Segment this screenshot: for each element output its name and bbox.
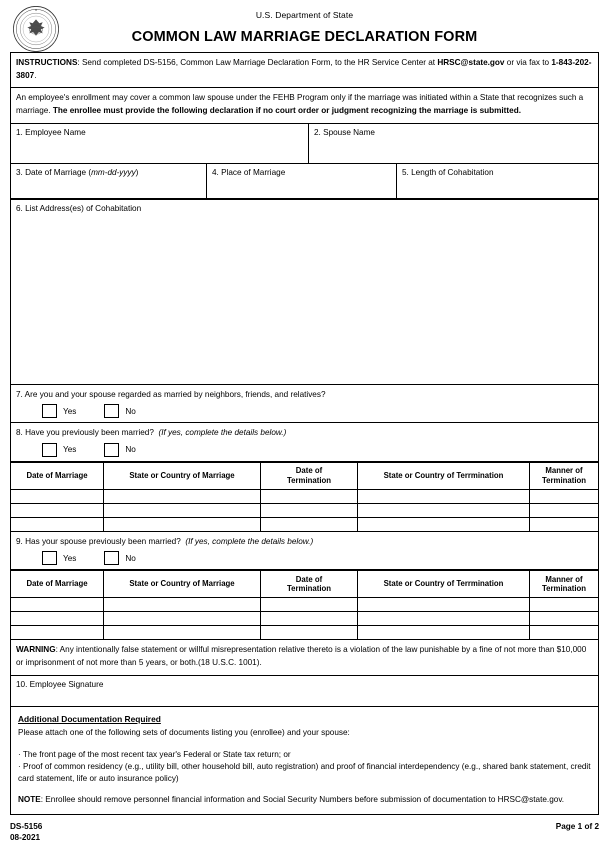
col-manner-of-termination: Manner of Termination [530,462,599,489]
question-9-text-line [16,536,593,547]
question-7-yes-choice[interactable] [42,404,76,418]
warning-label: WARNING [16,645,56,655]
fax-number: 1-843-202-3807 [16,58,592,80]
cell-date-of-marriage[interactable] [11,598,104,612]
table-row [11,612,599,626]
question-9-yes-choice[interactable] [42,551,76,565]
question-7-no-checkbox[interactable] [104,404,119,418]
date-of-marriage-field[interactable] [11,164,206,198]
instructions-text-3: . [34,70,37,80]
note-label: NOTE [18,795,41,805]
table-row [11,489,599,503]
cell-state-country-marriage[interactable] [104,612,261,626]
question-8-hint: (If yes, complete the details below.) [158,428,287,438]
cell-date-of-termination[interactable] [261,598,358,612]
employee-signature-label: 10. Employee Signature [16,679,104,689]
instructions-label: INSTRUCTIONS [16,58,78,67]
col-manner-of-termination: Manner of Termination [530,571,599,598]
hr-service-center-email: HRSC@state.gov [437,58,505,67]
col-state-country-termination: State or Country of Terrmination [358,462,530,489]
length-of-cohabitation-label: 5. Length of Cohabitation [402,167,494,177]
cell-date-of-termination[interactable] [261,626,358,640]
cell-date-of-termination[interactable] [261,489,358,503]
question-9-choices [42,550,593,566]
department-of-state-seal-icon [12,5,60,53]
form-footer [10,815,599,843]
instructions-text-2: or via fax to [504,58,552,67]
svg-text:★: ★ [34,8,38,13]
question-8-no-checkbox[interactable] [104,443,119,457]
page-title: COMMON LAW MARRIAGE DECLARATION FORM [131,29,478,45]
additional-documentation-title: Additional Documentation Required [18,713,161,724]
table-row [11,517,599,531]
question-8-yes-choice[interactable] [42,443,76,457]
question-7-no-choice[interactable] [104,404,135,418]
col-date-of-termination-line1: Date of [295,574,323,584]
col-date-of-marriage: Date of Marriage [11,571,104,598]
cell-state-country-marriage[interactable] [104,503,261,517]
table-header-row [11,462,599,489]
question-7-choices [42,403,593,419]
question-8-text: Have you previously been married? [25,428,154,438]
question-9-number: 9. [16,536,23,546]
question-9-yes-checkbox[interactable] [42,551,57,565]
cell-date-of-termination[interactable] [261,503,358,517]
note-text: : Enrollee should remove personnel financial information and Social Security Numbers before submission of documentation to HRSC@state.gov. [40,795,565,805]
col-date-of-termination-line2: Termination [286,475,332,485]
spouse-prior-marriages-table [10,570,599,640]
question-7-yes-label: Yes [63,406,77,416]
question-9-no-choice[interactable] [104,551,135,565]
cell-date-of-termination[interactable] [261,612,358,626]
question-8-yes-label: Yes [63,445,77,455]
footer-form-info [10,821,42,843]
question-9-hint: (If yes, complete the details below.) [185,536,314,546]
cell-manner-of-termination[interactable] [530,598,599,612]
employee-name-label: 1. Employee Name [16,127,86,137]
cell-state-country-marriage[interactable] [104,489,261,503]
question-7-block [10,385,599,423]
question-8-no-label: No [125,445,136,455]
col-state-country-marriage: State or Country of Marriage [104,462,261,489]
col-date-of-termination-line1: Date of [295,466,323,476]
names-row [10,124,599,164]
col-state-country-termination: State or Country of Terrmination [358,571,530,598]
question-8-yes-checkbox[interactable] [42,443,57,457]
eligibility-declaration-text: The enrollee must provide the following declaration if no court order or judgment recognizing the marriage is submitted. [52,106,521,116]
question-7-no-label: No [125,406,136,416]
place-of-marriage-label: 4. Place of Marriage [212,167,286,177]
cell-state-country-marriage[interactable] [104,598,261,612]
eligibility-box [10,88,599,123]
form-header [10,0,599,52]
cell-state-country-termination[interactable] [358,517,530,531]
list-item: · The front page of the most recent tax year's Federal or State tax return; or [18,749,291,759]
question-8-number: 8. [16,428,23,438]
table-row [11,598,599,612]
question-9-no-label: No [125,553,136,563]
cell-state-country-termination[interactable] [358,503,530,517]
marriage-details-row [10,164,599,199]
cell-date-of-marriage[interactable] [11,612,104,626]
spouse-name-label: 2. Spouse Name [314,127,375,137]
employee-signature-field[interactable] [10,676,599,707]
question-9-block [10,532,599,570]
additional-documentation-intro: Please attach one of the following sets of documents listing you (enrollee) and your spouse: [18,728,350,738]
col-date-of-termination [261,462,358,489]
question-7-text-line [16,389,593,400]
cell-manner-of-termination[interactable] [530,503,599,517]
table-row [11,503,599,517]
question-9-no-checkbox[interactable] [104,551,119,565]
question-7-yes-checkbox[interactable] [42,404,57,418]
cohabitation-addresses-field[interactable] [10,199,599,385]
cell-state-country-termination[interactable] [358,626,530,640]
question-7-text: Are you and your spouse regarded as married by neighbors, friends, and relatives? [24,389,326,399]
question-8-choices [42,442,593,458]
place-of-marriage-field[interactable] [206,164,396,198]
cell-date-of-termination[interactable] [261,517,358,531]
date-of-marriage-label: 3. Date of Marriage ( [16,167,92,177]
table-row [11,626,599,640]
question-9-yes-label: Yes [63,553,77,563]
question-7-number: 7. [16,389,23,399]
additional-documentation-bullets [18,749,591,786]
cell-manner-of-termination[interactable] [530,626,599,640]
page-number: Page 1 of 2 [555,821,599,831]
col-date-of-marriage: Date of Marriage [11,462,104,489]
cell-date-of-marriage[interactable] [11,489,104,503]
form-number: DS-5156 [10,821,43,831]
question-9-text: Has your spouse previously been married? [25,536,181,546]
date-of-marriage-label-close: ) [135,167,139,177]
instructions-box [10,52,599,88]
employee-prior-marriages-table [10,462,599,532]
cohabitation-addresses-label: 6. List Address(es) of Cohabitation [16,203,142,213]
warning-text: : Any intentionally false statement or willful misrepresentation relative thereto is a violation of the law punishable by a fine of not more than $10,000 or imprisonment of not more than 5 years, or both.(18 U.S.C. 1001). [16,645,587,667]
eligibility-text: An employee's enrollment may cover a common law spouse under the FEHB Program only if the marriage was initiated within a State that recognizes such a marriage. [16,93,584,116]
agency-name: U.S. Department of State [255,10,354,20]
question-8-block [10,423,599,461]
cell-state-country-termination[interactable] [358,612,530,626]
cell-state-country-marriage[interactable] [104,517,261,531]
cell-date-of-marriage[interactable] [11,626,104,640]
col-date-of-termination [261,571,358,598]
col-date-of-termination-line2: Termination [286,584,332,594]
cell-date-of-marriage[interactable] [11,517,104,531]
table-header-row [11,571,599,598]
employee-name-field[interactable] [11,124,308,163]
length-of-cohabitation-field[interactable] [396,164,598,198]
additional-documentation-box [10,707,599,815]
instructions-text-1: : Send completed DS-5156, Common Law Marriage Declaration Form, to the HR Service Center at [77,58,438,67]
col-state-country-marriage: State or Country of Marriage [104,571,261,598]
cell-manner-of-termination[interactable] [530,489,599,503]
cell-state-country-termination[interactable] [358,598,530,612]
warning-box [10,640,599,675]
form-revision-date: 08-2021 [10,832,41,842]
spouse-name-field[interactable] [308,124,598,163]
question-8-no-choice[interactable] [104,443,135,457]
cell-date-of-marriage[interactable] [11,503,104,517]
cell-manner-of-termination[interactable] [530,612,599,626]
cell-state-country-termination[interactable] [358,489,530,503]
question-8-text-line [16,427,593,438]
cell-manner-of-termination[interactable] [530,517,599,531]
date-format-hint: mm-dd-yyyy [91,167,136,177]
list-item: · Proof of common residency (e.g., utility bill, other household bill, auto registration) and proof of financial interdependency (e.g., shared bank statement, credit card statement, life or auto insurance policy) [18,761,591,784]
cell-state-country-marriage[interactable] [104,626,261,640]
additional-documentation-note [18,794,591,806]
